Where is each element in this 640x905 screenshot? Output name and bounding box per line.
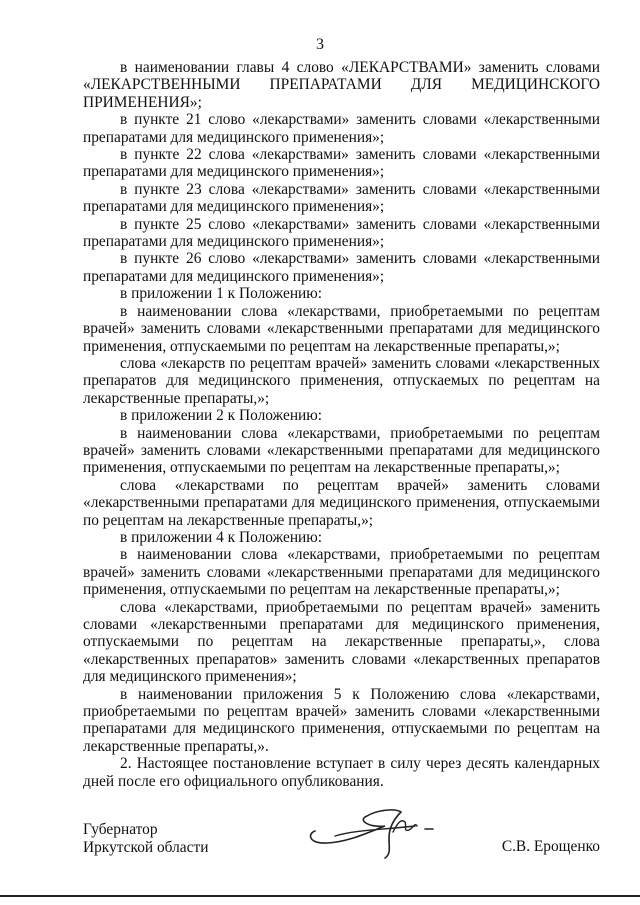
signer-position	[83, 821, 208, 857]
signer-name: С.В. Ерощенко	[501, 838, 600, 855]
page-bottom-edge	[0, 895, 640, 897]
signer-position-line-1: Губернатор	[83, 821, 158, 838]
paragraph-effective-date: 2. Настоящее постановление вступает в силу через десять календарных дней после его официального опубликования.	[83, 755, 600, 790]
signer-position-line-2: Иркутской области	[83, 839, 209, 856]
paragraph-chapter-4-title: в наименовании главы 4 слово «ЛЕКАРСТВАМИ» заменить словами «ЛЕКАРСТВЕННЫМИ ПРЕПАРАТАМИ ДЛЯ МЕДИЦИНСКОГО ПРИМЕНЕНИЯ»;	[83, 59, 600, 111]
paragraph-appendix-4-heading: в приложении 4 к Положению:	[120, 528, 323, 546]
paragraph-appendix-1-title-change: в наименовании слова «лекарствами, приобретаемыми по рецептам врачей» заменить словами «лекарственными препаратами для медицинского применения, отпускаемыми по рецептам на лекарственные препараты,»;	[83, 302, 600, 355]
page-number: 3	[316, 36, 324, 53]
paragraph-item-26: в пункте 26 слово «лекарствами» заменить словами «лекарственными препаратами для медицинского применения»;	[83, 250, 600, 285]
paragraph-appendix-5-title-change: в наименовании приложения 5 к Положению слова «лекарствами, приобретаемыми по рецептам врачей» заменить словами «лекарственными препаратами для медицинского применения, отпускаемыми по рецептам на лекарственные препараты,».	[83, 685, 600, 755]
paragraph-item-21: в пункте 21 слово «лекарствами» заменить словами «лекарственными препаратами для медицинского применения»;	[83, 111, 600, 146]
document-body	[83, 59, 600, 790]
paragraph-item-23: в пункте 23 слова «лекарствами» заменить словами «лекарственными препаратами для медицинского применения»;	[83, 180, 600, 216]
paragraph-appendix-2-words-change: слова «лекарствами по рецептам врачей» заменить словами «лекарственными препаратами для медицинского применения, отпускаемыми по рецептам на лекарственные препараты,»;	[83, 476, 600, 529]
signature-block	[83, 818, 600, 878]
paragraph-appendix-2-heading: в приложении 2 к Положению:	[120, 407, 323, 425]
paragraph-appendix-4-words-change: слова «лекарствами, приобретаемыми по рецептам врачей» заменить словами «лекарственными препаратами для медицинского применения, отпускаемыми по рецептам на лекарственные препараты,», слова «лекарственных препаратов» заменить словами «лекарственных препаратов для медицинского применения»;	[83, 598, 600, 686]
paragraph-item-22: в пункте 22 слова «лекарствами» заменить словами «лекарственными препаратами для медицинского применения»;	[83, 146, 600, 181]
paragraph-appendix-1-words-change: слова «лекарств по рецептам врачей» заменить словами «лекарственных препаратов для медицинского применения, отпускаемых по рецептам на лекарственные препараты,»;	[83, 354, 600, 407]
paragraph-appendix-2-title-change: в наименовании слова «лекарствами, приобретаемыми по рецептам врачей» заменить словами «лекарственными препаратами для медицинского применения, отпускаемыми по рецептам на лекарственные препараты,»;	[83, 424, 600, 477]
paragraph-appendix-1-heading: в приложении 1 к Положению:	[120, 285, 323, 303]
paragraph-appendix-4-title-change: в наименовании слова «лекарствами, приобретаемыми по рецептам врачей» заменить словами «лекарственными препаратами для медицинского применения, отпускаемыми по рецептам на лекарственные препараты,»;	[83, 546, 600, 599]
paragraph-item-25: в пункте 25 слово «лекарствами» заменить словами «лекарственными препаратами для медицинского применения»;	[83, 215, 600, 251]
handwritten-signature-icon	[297, 796, 467, 866]
